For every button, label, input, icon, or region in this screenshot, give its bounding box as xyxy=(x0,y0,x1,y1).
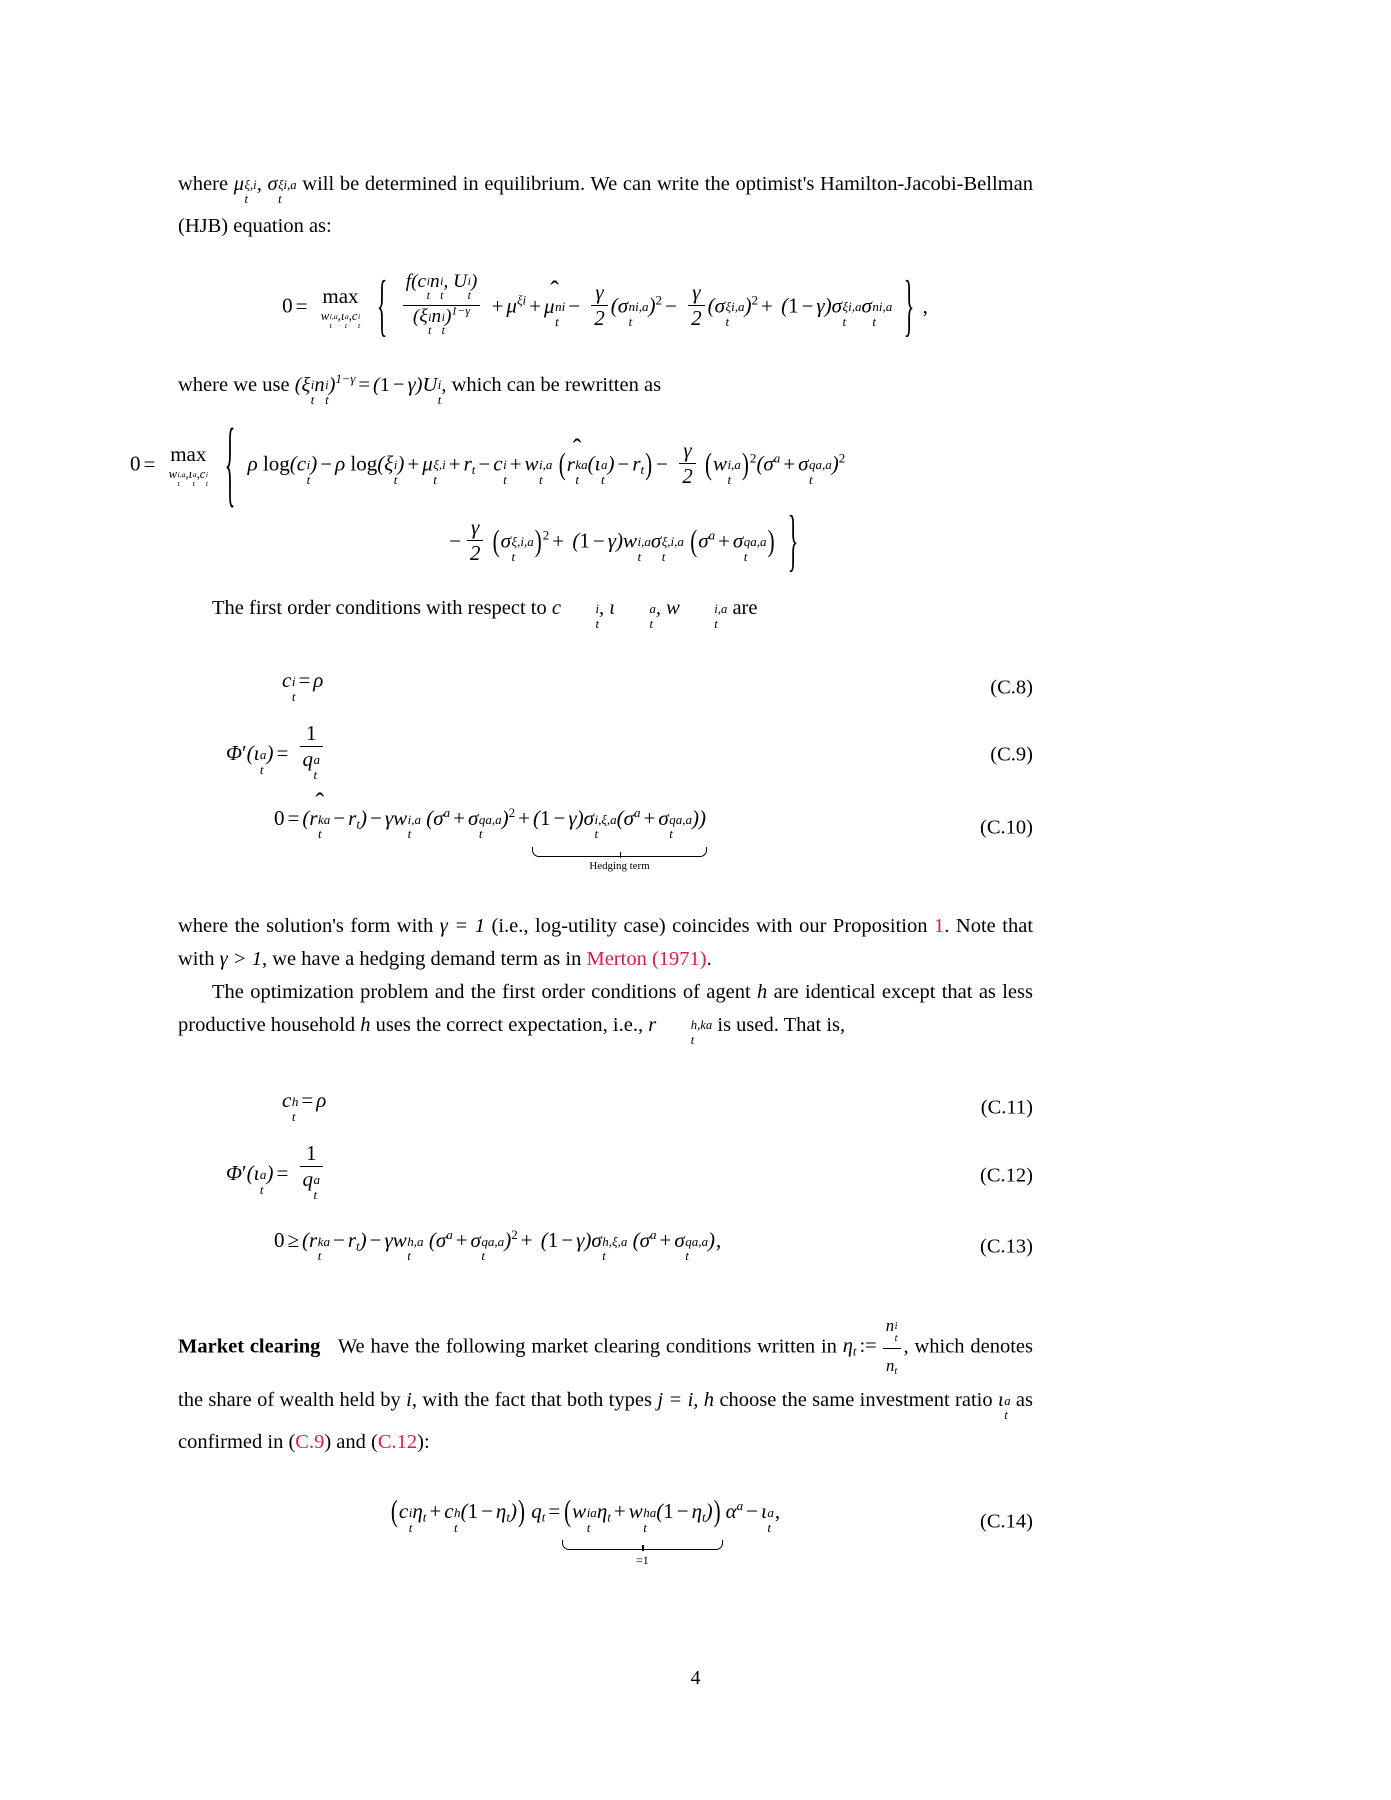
paragraph-6-lead: We have the following market clearing conditions written in xyxy=(337,1335,843,1358)
reference-link-c9[interactable]: C.9 xyxy=(295,1431,325,1454)
paragraph-where-mu-sigma xyxy=(178,168,1033,243)
equation-tag-c8: (C.8) xyxy=(990,676,1033,699)
inline-math-gamma-eq-1: γ = 1 xyxy=(439,914,485,937)
hjb-expression: 0 = max w i,a t ,ι a t ,c i t { f(c i t n i t , U i t ) (ξ i t n i t )$^{1-\gamma}$ + $\mu^{\xi i}$ + μ ni t − $\frac{\gamma}{2}$ (σ ni,a t )$^2$ − $\frac{\gamma}{2}$ (σ ξi,a t )$^2$ + (1 − γ)σ ξi,a t σ ni,a t } , xyxy=(282,273,929,343)
gamma-half-3: $\frac{\gamma}{2}$ xyxy=(679,438,696,489)
paragraph-4-mid2: . Note that with xyxy=(178,914,1034,970)
gamma-half-4: $\frac{\gamma}{2}$ xyxy=(467,515,484,566)
inline-math-i: i xyxy=(406,1389,412,1412)
equation-c12-body: Φ′(ι a t ) = 1 q a t xyxy=(226,1143,326,1208)
equation-c9-block xyxy=(178,720,1033,788)
left-brace: { xyxy=(377,264,388,344)
proposition-link[interactable]: 1 xyxy=(934,914,945,937)
page-content xyxy=(130,168,1034,1568)
paragraph-market-clearing xyxy=(178,1311,1033,1460)
paragraph-2-lead: where we use xyxy=(178,373,295,396)
equation-c11-block xyxy=(178,1088,1033,1127)
fraction-n-i-over-n: n i t $n_t$ xyxy=(883,1309,901,1383)
equation-tag-c9: (C.9) xyxy=(990,743,1033,766)
inline-math-gamma-gt-1: γ > 1 xyxy=(219,947,262,970)
paragraph-1-tail: will be determined in equilibrium. We can write the optimist's Hamilton-Jacobi-Bellman (HJB) equation as: xyxy=(178,173,1033,237)
equation-c9-body: Φ′(ι a t ) = 1 q a t xyxy=(226,723,326,788)
equation-c13-body: 0 ≥ (r ka t − $r_t) - \gamma w$ h,a t ($\sigma^a + \sigma$ qa,a t )$^2$ + (1 − γ)σ h,ξ,a t ($\sigma^a + \sigma$ qa,a t ), xyxy=(274,1226,722,1264)
paragraph-first-order-conditions xyxy=(178,592,1033,634)
page-number: 4 xyxy=(690,1667,701,1689)
fraction-one-over-q: 1 q a t xyxy=(300,721,324,786)
equation-c13-block xyxy=(178,1228,1033,1267)
paragraph-solution-form xyxy=(178,910,1033,976)
reference-link-c12[interactable]: C.12 xyxy=(377,1431,418,1454)
max-operator-2: max w i,a t ,ι a t ,c i t xyxy=(168,441,208,488)
max-operator: max w i,a t ,ι a t ,c i t xyxy=(320,283,361,330)
equation-tag-c11: (C.11) xyxy=(980,1096,1033,1119)
equation-c10-body: 0 = ( r ka t − $r_t) - \gamma w$ i,a t ($\sigma^a + \sigma$ qa,a t )$^2$ + (1 − γ)σ i,ξ,a t ($\sigma^a + \sigma$ qa,a t )) Hedging term xyxy=(274,804,707,872)
hat-r-ka: r ka t xyxy=(566,451,588,488)
hat-mu-ni: μ ni t xyxy=(544,293,566,330)
paragraph-5-mid2: uses the correct expectation, i.e., xyxy=(370,1013,649,1036)
equation-tag-c12: (C.12) xyxy=(980,1164,1033,1186)
rewritten-line-2: − $\frac{\gamma}{2}$ (σ ξ,i,a t )$^2$ + (1 − γ)w i,a t σ ξ,i,a t ($\sigma^a + \sigma$ qa,a t ) } xyxy=(446,517,805,568)
paragraph-agent-h xyxy=(178,976,1033,1051)
paragraph-4-tail: . xyxy=(706,947,712,970)
equation-c10-block xyxy=(178,806,1033,872)
hat-r-ka-2: r ka t xyxy=(309,805,331,842)
hedging-term-label: Hedging term xyxy=(589,859,650,872)
equation-c14-block xyxy=(178,1493,1033,1568)
equation-c8-block xyxy=(178,668,1033,707)
equation-c14-body: (c i t $\eta_t + c$ h t $(1 - \eta_t)$) $q_t$ = (w ia t $\eta_t + w$ ha t $(1 - \eta_t)$) =1 $\alpha^a - \iota$ a t , xyxy=(390,1493,781,1567)
citation-link-merton-year[interactable]: (1971) xyxy=(651,947,707,970)
equals-one-label: =1 xyxy=(636,1552,649,1567)
inline-math-types: j = i, h xyxy=(657,1389,715,1412)
inline-math-eta-def: $\eta_t$ := n i t $n_t$ xyxy=(843,1335,904,1357)
equation-rewritten xyxy=(130,406,1033,580)
paragraph-6-mid2: , with the fact that both types xyxy=(411,1389,658,1412)
paragraph-4-mid: (i.e., log-utility case) coincides with our Proposition xyxy=(484,914,934,937)
inline-math-foc-vars: c i t , ι a t , w i,a t xyxy=(551,597,728,631)
paragraph-6-mid: , which denotes the share of wealth held by xyxy=(178,1335,1033,1412)
equation-tag-c10: (C.10) xyxy=(980,816,1033,839)
gamma-half-2: $\frac{\gamma}{2}$ xyxy=(688,280,705,331)
paragraph-6-mid4: as confirmed in ( xyxy=(178,1389,1034,1454)
equation-c8-body: c i t = ρ xyxy=(282,668,324,704)
paragraph-where-we-use xyxy=(178,369,1033,411)
hjb-fraction: f(c i t n i t , U i t ) (ξ i t n i t )$^{1-\gamma}$ xyxy=(403,271,481,341)
inline-math-xi-n: (ξ i t n i t )$^{1-\gamma}$ = (1 − γ)U i t xyxy=(294,371,442,407)
inline-math-h-1: h xyxy=(757,980,768,1003)
equation-c12-block xyxy=(178,1140,1033,1208)
underbrace-hedging-term: (1 − γ)σ i,ξ,a t ($\sigma^a + \sigma$ qa,a t )) Hedging term xyxy=(532,804,707,872)
paragraph-5-tail: is used. That is, xyxy=(712,1013,846,1036)
right-brace-2: } xyxy=(787,500,799,580)
market-clearing-heading: Market clearing xyxy=(178,1335,321,1358)
left-brace-2: { xyxy=(224,406,236,518)
paragraph-6-mid3: choose the same investment ratio xyxy=(714,1389,998,1412)
paragraph-1-lead: where xyxy=(178,173,234,195)
inline-math-iota-a: ι a t xyxy=(997,1389,1011,1423)
equation-hjb xyxy=(178,264,1033,344)
equation-tag-c14: (C.14) xyxy=(980,1510,1033,1533)
page-footer xyxy=(0,1667,1391,1690)
underbrace-equals-one: (w ia t $\eta_t + w$ ha t $(1 - \eta_t)$) =1 xyxy=(564,1493,721,1567)
fraction-one-over-q-2: 1 q a t xyxy=(300,1141,324,1206)
paragraph-2-tail: , which can be rewritten as xyxy=(441,373,662,396)
paragraph-4-mid3: , we have a hedging demand term as in xyxy=(262,947,587,970)
right-brace: } xyxy=(904,264,915,344)
paragraph-5-mid: are identical except that as less productive household xyxy=(178,980,1033,1036)
equation-tag-c13: (C.13) xyxy=(980,1235,1033,1258)
paragraph-6-mid5: ) and ( xyxy=(324,1431,378,1454)
inline-math-mu-sigma: μ ξ,i t , σ ξi,a t xyxy=(233,173,297,207)
inline-math-h-2: h xyxy=(360,1013,371,1036)
paragraph-3-lead: The first order conditions with respect to xyxy=(212,597,552,620)
equation-c11-body: c h t = ρ xyxy=(282,1088,327,1124)
paragraph-4-lead: where the solution's form with xyxy=(178,914,440,937)
rewritten-line-1: 0 = max w i,a t ,ι a t ,c i t { ρ log(c i t ) − ρ log(ξ i t ) + μ ξ,i t + $r_t - c$ i t + w i,a t ( r ka t (ι a t ) − $r_t$) − $\frac{\gamma}{2}$ (w i,a t )$^2(\sigma^a + \sigma$ qa,a t )$^2$ xyxy=(130,440,845,491)
citation-link-merton-author[interactable]: Merton xyxy=(586,947,647,970)
paragraph-3-tail: are xyxy=(727,597,758,620)
paragraph-6-tail: ): xyxy=(417,1431,430,1454)
gamma-half-1: $\frac{\gamma}{2}$ xyxy=(591,280,608,331)
inline-math-r-h-ka: r h,ka t xyxy=(648,1013,713,1047)
paragraph-5-lead: The optimization problem and the first order conditions of agent xyxy=(212,980,758,1003)
